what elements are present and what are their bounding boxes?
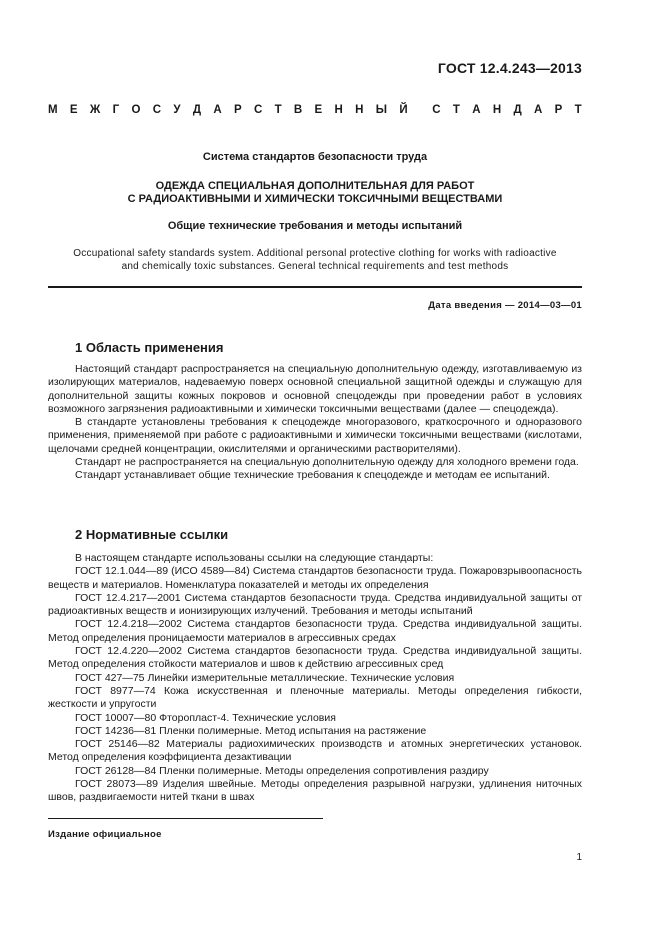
paragraph: ГОСТ 14236—81 Пленки полимерные. Метод испытания на растяжение <box>75 724 427 737</box>
interstate-standard-banner <box>48 104 582 116</box>
paragraph: ГОСТ 8977—74 Кожа искусственная и пленочные материалы. Методы определения гибкости, жесткости и упругости <box>48 684 582 711</box>
standards-system-title: Система стандартов безопасности труда <box>202 151 428 163</box>
banner-letter: А <box>213 104 222 116</box>
banner-letter: Н <box>355 104 364 116</box>
paragraph: ГОСТ 26128—84 Пленки полимерные. Методы определения сопротивления раздиру <box>75 764 489 777</box>
banner-letter: М <box>48 104 58 116</box>
paragraph: ГОСТ 12.4.220—2002 Система стандартов безопасности труда. Средства индивидуальной защиты. Метод определения стойкости материалов и швов к действию агрессивных сред <box>48 645 582 671</box>
paragraph: ГОСТ 28073—89 Изделия швейные. Методы определения разрывной нагрузки, удлинения ниточных швов, раздвигаемости нитей ткани в швах <box>48 778 582 804</box>
banner-letter: Ы <box>375 104 388 116</box>
banner-letter: Д <box>192 104 202 116</box>
banner-letter: Ж <box>89 104 101 116</box>
paragraph: ГОСТ 10007—80 Фторопласт-4. Технические условия <box>75 711 336 724</box>
official-edition-label: Издание официальное <box>48 829 162 840</box>
header-divider <box>48 286 582 288</box>
banner-letter: Й <box>399 104 408 116</box>
document-subtitle: Общие технические требования и методы испытаний <box>167 220 463 232</box>
english-title <box>48 247 582 273</box>
banner-letter: Т <box>274 104 282 116</box>
paragraph: В стандарте установлены требования к спецодежде многоразового, краткосрочного и одноразового применения, применяемой при работе с радиоактивными и химически токсичными веществами (кислотами, щелочами средней концентрации, окислителями и органическими растворителями). <box>48 416 582 455</box>
paragraph: Настоящий стандарт распространяется на специальную дополнительную одежду, изготавливаемую из изолирующих материалов, надеваемую поверх основной специальной защитной одежды и служащую для дополнительной защиты кожных покровов и основной спецодежды при проведении работ в условиях возможного загрязнения радиоактивными и химически токсичными веществами (далее — спецодежда). <box>48 363 582 415</box>
banner-letter: Н <box>492 104 502 116</box>
title-line-2: С РАДИОАКТИВНЫМИ И ХИМИЧЕСКИ ТОКСИЧНЫМИ ВЕЩЕСТВАМИ <box>127 193 503 205</box>
banner-letter: Г <box>112 104 120 116</box>
banner-letter: Т <box>452 104 460 116</box>
banner-letter: Е <box>69 104 78 116</box>
banner-letter: С <box>253 104 263 116</box>
banner-letter: С <box>152 104 162 116</box>
paragraph: ГОСТ 427—75 Линейки измерительные металлические. Технические условия <box>75 671 455 684</box>
paragraph: ГОСТ 12.1.044—89 (ИСО 4589—84) Система стандартов безопасности труда. Пожаровзрывоопасность веществ и материалов. Номенклатура показателей и методы их определения <box>48 565 582 591</box>
banner-letter: А <box>533 104 543 116</box>
banner-letter: А <box>472 104 481 116</box>
english-title-line-2: and chemically toxic substances. General technical requirements and test methods <box>121 261 509 272</box>
banner-letter: Т <box>574 104 582 116</box>
title-line-1: ОДЕЖДА СПЕЦИАЛЬНАЯ ДОПОЛНИТЕЛЬНАЯ ДЛЯ РАБОТ <box>155 180 475 192</box>
banner-letter: Н <box>334 104 343 116</box>
section-2-heading: 2 Нормативные ссылки <box>75 527 229 542</box>
paragraph: ГОСТ 25146—82 Материалы радиохимических производств и атомных энергетических установок. Метод определения коэффициента дезактивации <box>48 738 582 764</box>
footer-divider <box>48 818 323 819</box>
banner-letter: Р <box>233 104 242 116</box>
banner-letter: С <box>432 104 441 116</box>
paragraph: В настоящем стандарте использованы ссылки на следующие стандарты: <box>75 552 434 564</box>
paragraph: ГОСТ 12.4.217—2001 Система стандартов безопасности труда. Средства индивидуальной защиты от радиоактивных веществ и ионизирующих излучений. Требования и методы испытаний <box>48 591 582 618</box>
document-code: ГОСТ 12.4.243—2013 <box>437 60 582 76</box>
banner-letter: У <box>173 104 181 116</box>
document-title <box>48 180 582 206</box>
page-number: 1 <box>576 852 582 863</box>
paragraph: Стандарт не распространяется на специальную дополнительную одежду для холодного времени года. <box>75 456 579 469</box>
section-2-body <box>48 552 582 805</box>
english-title-line-1: Occupational safety standards system. Additional personal protective clothing for works with radioactive <box>73 248 557 259</box>
introduction-date: Дата введения — 2014—03—01 <box>428 300 582 311</box>
banner-letter: О <box>131 104 141 116</box>
banner-letter: Е <box>314 104 323 116</box>
paragraph: Стандарт устанавливает общие технические требования к спецодежде и методам ее испытаний. <box>75 469 550 482</box>
section-1-body <box>48 363 582 483</box>
banner-letter: Д <box>513 104 522 116</box>
section-1-heading: 1 Область применения <box>75 340 224 355</box>
banner-letter: В <box>293 104 303 116</box>
banner-letter: Р <box>554 104 563 116</box>
paragraph: ГОСТ 12.4.218—2002 Система стандартов безопасности труда. Средства индивидуальной защиты. Метод определения проницаемости материалов в агрессивных средах <box>48 618 582 644</box>
